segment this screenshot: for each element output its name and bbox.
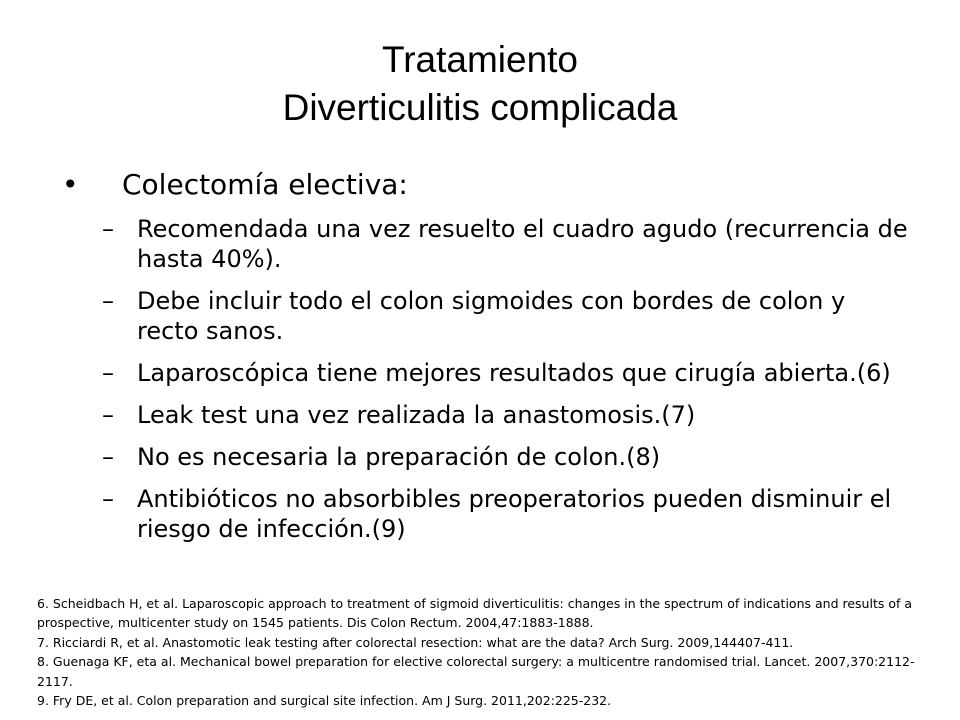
reference-item: 9. Fry DE, et al. Colon preparation and surgical site infection. Am J Surg. 2011,202:225-232.: [37, 692, 612, 708]
sub-bullet-item: [62, 214, 912, 274]
sub-bullet-text: Debe incluir todo el colon sigmoides con bordes de colon y recto sanos.: [137, 286, 846, 345]
main-bullet-text: Colectomía electiva:: [122, 168, 408, 201]
sub-bullet-item: [62, 484, 912, 544]
references: [37, 594, 937, 710]
sub-bullet-list: [62, 214, 912, 544]
sub-bullet-item: [62, 286, 912, 346]
dash-icon: –: [102, 484, 114, 513]
dash-icon: –: [102, 214, 114, 243]
sub-bullet-text: Antibióticos no absorbibles preoperatorios pueden disminuir el riesgo de infección.(9): [137, 484, 892, 543]
main-bullet: [62, 168, 912, 202]
reference-item: 8. Guenaga KF, eta al. Mechanical bowel preparation for elective colorectal surgery: a multicentre randomised trial. Lancet. 2007,370:2112-2117.: [37, 654, 915, 689]
slide-title-line-2: Diverticulitis complicada: [282, 87, 678, 129]
sub-bullet-item: [62, 358, 912, 388]
slide-title-line-1: Tratamiento: [381, 39, 579, 80]
bullet-dot-icon: •: [62, 168, 79, 201]
slide-content: [62, 168, 912, 556]
dash-icon: –: [102, 286, 114, 315]
sub-bullet-text: Recomendada una vez resuelto el cuadro agudo (recurrencia de hasta 40%).: [137, 214, 908, 273]
dash-icon: –: [102, 358, 114, 387]
sub-bullet-text: Laparoscópica tiene mejores resultados que cirugía abierta.(6): [137, 358, 891, 387]
reference-item: 7. Ricciardi R, et al. Anastomotic leak testing after colorectal resection: what are the data? Arch Surg. 2009,144407-411.: [37, 634, 794, 650]
dash-icon: –: [102, 442, 114, 471]
reference-item: 6. Scheidbach H, et al. Laparoscopic approach to treatment of sigmoid diverticulitis: changes in the spectrum of indications and results of a prospective, multicenter study on 1545 patients. Dis Colon Rectum. 2004,47:1883-1888.: [37, 596, 913, 631]
slide-title: [0, 36, 960, 132]
dash-icon: –: [102, 400, 114, 429]
sub-bullet-item: [62, 442, 912, 472]
sub-bullet-item: [62, 400, 912, 430]
sub-bullet-text: Leak test una vez realizada la anastomosis.(7): [137, 400, 696, 429]
sub-bullet-text: No es necesaria la preparación de colon.(8): [137, 442, 661, 471]
